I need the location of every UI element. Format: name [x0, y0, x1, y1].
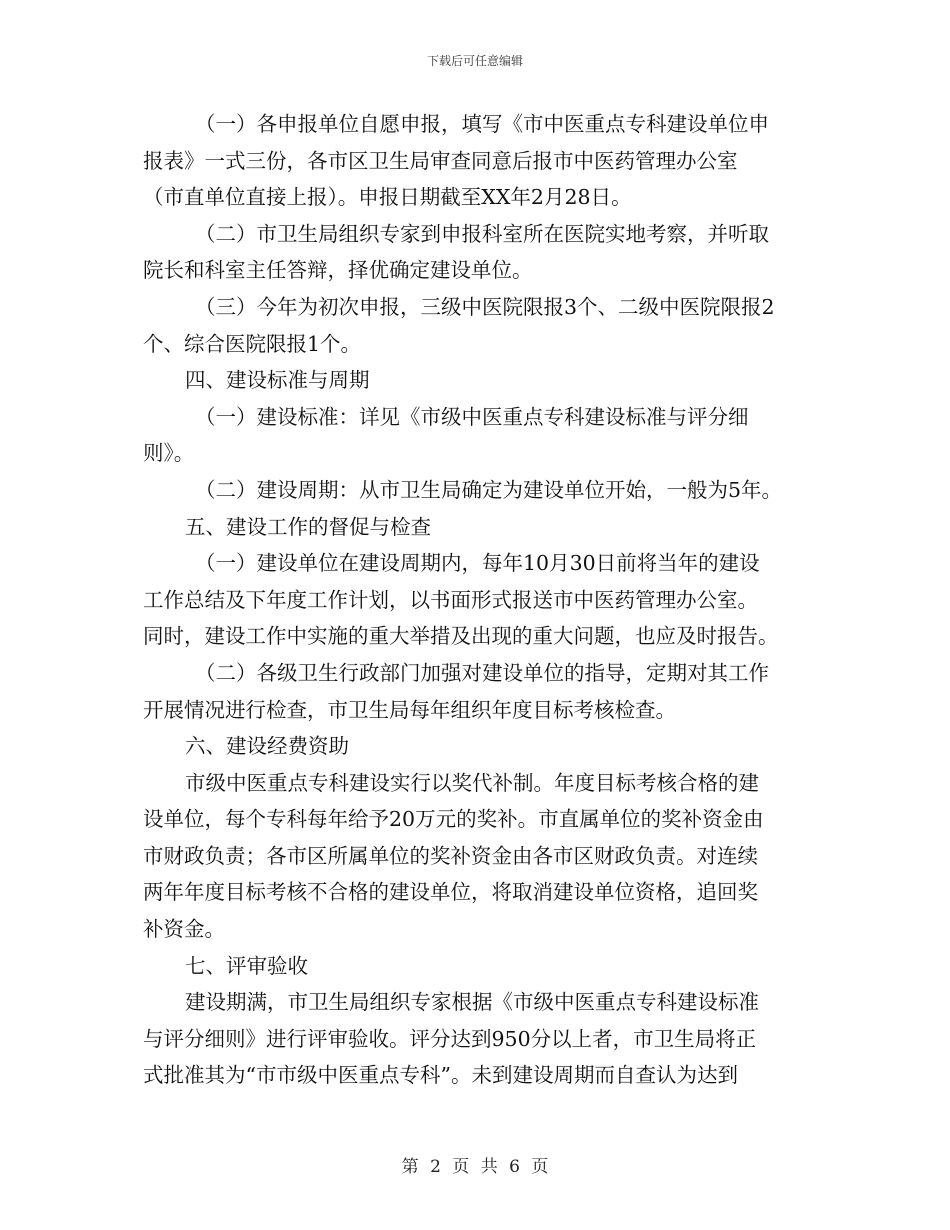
paragraph-line: 市财政负责；各市区所属单位的奖补资金由各市区财政负责。对连续: [143, 843, 758, 868]
paragraph-line: （市直单位直接上报）。申报日期截至XX年2月28日。: [143, 185, 632, 210]
document-body: [143, 106, 813, 1094]
section-heading: 四、建设标准与周期: [185, 368, 370, 393]
paragraph-line: （二）各级卫生行政部门加强对建设单位的指导，定期对其工作: [195, 660, 769, 685]
paragraph-line: 则》。: [143, 441, 195, 466]
section-heading: 五、建设工作的督促与检查: [185, 514, 431, 539]
paragraph-line: 式批准其为“市市级中医重点专科”。未到建设周期而自查认为达到: [143, 1063, 738, 1088]
paragraph-line: （一）建设单位在建设周期内，每年10月30日前将当年的建设: [195, 551, 760, 576]
paragraph-line: 院长和科室主任答辩，择优确定建设单位。: [143, 258, 533, 283]
paragraph-line: （三）今年为初次申报，三级中医院限报3个、二级中医院限报2: [195, 294, 775, 319]
section-heading: 七、评审验收: [185, 953, 308, 978]
paragraph-line: 市级中医重点专科建设实行以奖代补制。年度目标考核合格的建: [185, 770, 759, 795]
page-number: 第 2 页 共 6 页: [401, 1157, 549, 1177]
section-heading: 六、建设经费资助: [185, 734, 349, 759]
paragraph-line: 建设期满，市卫生局组织专家根据《市级中医重点专科建设标准: [185, 990, 759, 1015]
paragraph-line: 设单位，每个专科每年给予20万元的奖补。市直属单位的奖补资金由: [143, 807, 764, 832]
paragraph-line: 同时，建设工作中实施的重大举措及出现的重大问题，也应及时报告。: [143, 624, 779, 649]
paragraph-line: 个、综合医院限报1个。: [143, 331, 362, 356]
paragraph-line: 补资金。: [143, 917, 225, 942]
paragraph-line: （二）建设周期：从市卫生局确定为建设单位开始，一般为5年。: [195, 477, 783, 502]
paragraph-line: （一）建设标准：详见《市级中医重点专科建设标准与评分细: [195, 404, 749, 429]
paragraph-line: 两年年度目标考核不合格的建设单位，将取消建设单位资格，追回奖: [143, 880, 758, 905]
paragraph-line: （一）各申报单位自愿申报，填写《市中医重点专科建设单位申: [195, 112, 769, 136]
page-header-note: 下载后可任意编辑: [426, 54, 523, 68]
paragraph-line: 报表》一式三份，各市区卫生局审查同意后报市中医药管理办公室: [143, 148, 738, 173]
paragraph-line: 开展情况进行检查，市卫生局每年组织年度目标考核检查。: [143, 697, 676, 722]
paragraph-line: 工作总结及下年度工作计划，以书面形式报送市中医药管理办公室。: [143, 587, 758, 612]
paragraph-line: （二）市卫生局组织专家到申报科室所在医院实地考察，并听取: [195, 221, 769, 246]
paragraph-line: 与评分细则》进行评审验收。评分达到950分以上者，市卫生局将正: [143, 1026, 757, 1051]
